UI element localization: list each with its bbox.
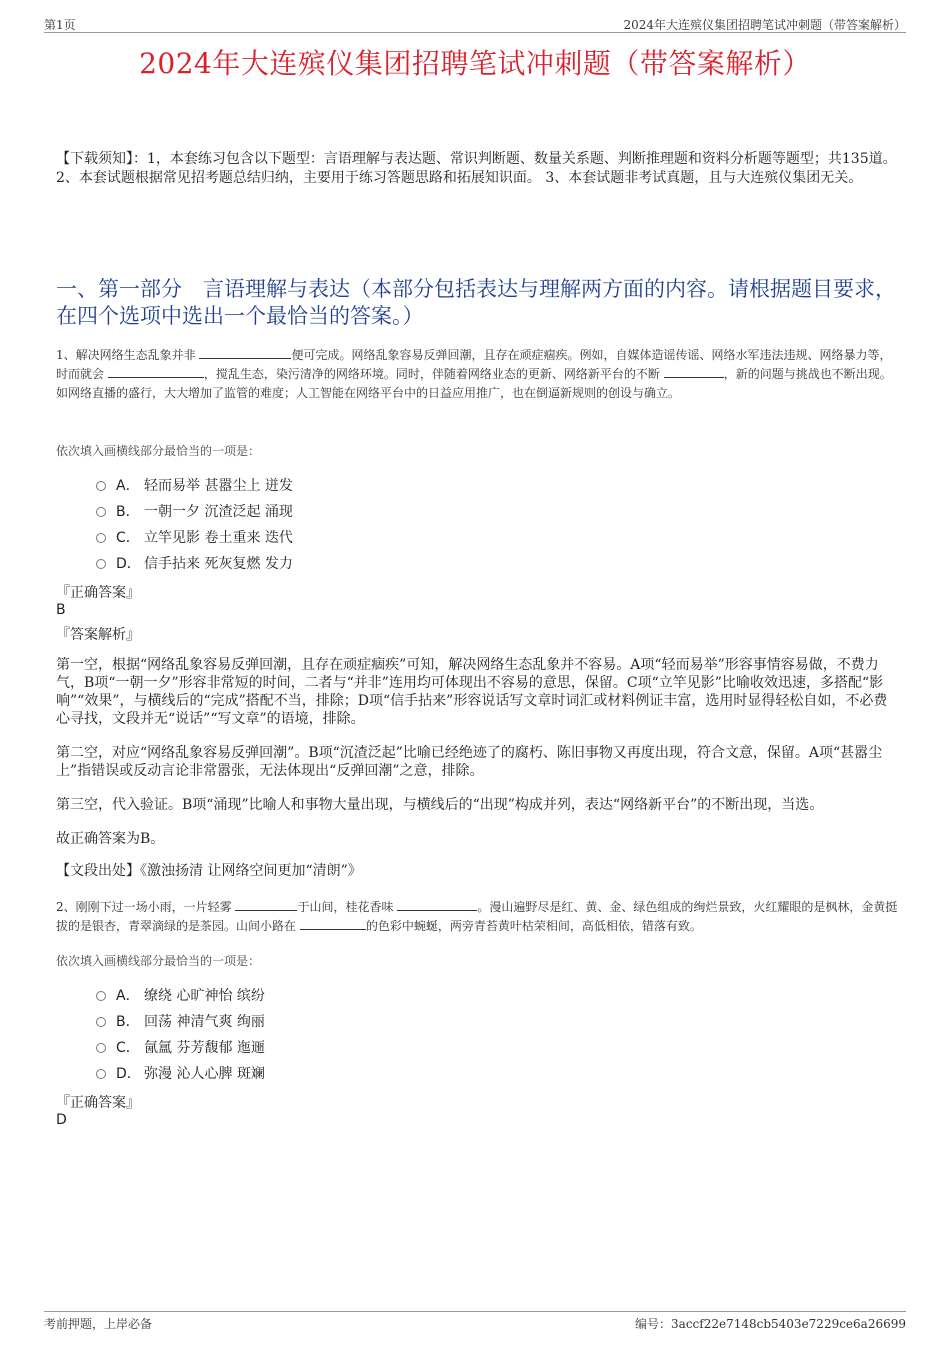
question-1-hint: 依次填入画横线部分最恰当的一项是： [56,444,261,458]
blank-3 [664,365,724,378]
page-header [44,14,906,33]
radio-icon[interactable] [96,533,106,543]
q2-answer-tag: 『正确答案』 [56,1095,140,1111]
q1-option-c[interactable]: C． 立竿见影 卷土重来 迭代 [96,528,293,548]
q2-option-c[interactable]: C． 氤氲 芬芳馥郁 迤逦 [96,1038,265,1058]
page-number: 第1页 [44,18,76,32]
q1-analysis-p1: 第一空，根据“网络乱象容易反弹回潮，且存在顽症痼疾”可知，解决网络生态乱象并不容易。A项“轻而易举”形容事情容易做，不费力气，B项“一朝一夕”形容非常短的时间，二者与“并非”连用均可体现出不容易的意思，保留。C项“立竿见影”比喻收效迅速，多搭配“影响”“效果”，与横线后的“完成”搭配不当，排除；D项“信手拈来”形容说话写文章时词汇或材料例证丰富，选用时显得轻松自如，不必费心寻找，文段并无“说话”“写文章”的语境，排除。 [56,657,888,727]
question-2-text: 2、刚刚下过一场小雨，一片轻雾 于山间，桂花香味 。漫山遍野尽是红、黄、金、绿色组成的绚烂景致，火红耀眼的是枫林，金黄挺拔的是银杏，青翠滴绿的是茶园。山间小路在 的色彩中蜿蜒，两旁青苔黄叶枯荣相间，高低相依，错落有致。 [56,900,898,933]
radio-icon[interactable] [96,481,106,491]
download-notice: 【下载须知】：1，本套练习包含以下题型：言语理解与表达题、常识判断题、数量关系题、判断推理题和资料分析题等题型；共135道。 2、本套试题根据常见招考题总结归纳，主要用于练习答题思路和拓展知识面。 3、本套试题非考试真题，且与大连殡仪集团无关。 [56,151,897,186]
q2-option-a[interactable]: A． 缭绕 心旷神怡 缤纷 [96,986,265,1006]
q2-option-d[interactable]: D． 弥漫 沁人心脾 斑斓 [96,1064,265,1084]
blank-1 [235,898,297,911]
header-doc-title: 2024年大连殡仪集团招聘笔试冲刺题（带答案解析） [623,18,906,32]
radio-icon[interactable] [96,1069,106,1079]
radio-icon[interactable] [96,991,106,1001]
q1-analysis-tag: 『答案解析』 [56,627,140,643]
blank-2 [397,898,477,911]
question-2-hint: 依次填入画横线部分最恰当的一项是： [56,954,261,968]
q1-option-d[interactable]: D． 信手拈来 死灰复燃 发力 [96,554,293,574]
footer-serial: 编号：3accf22e7148cb5403e7229ce6a26699 [635,1317,906,1331]
q2-option-b[interactable]: B． 回荡 神清气爽 绚丽 [96,1012,265,1032]
page-title: 2024年大连殡仪集团招聘笔试冲刺题（带答案解析） [139,47,811,80]
blank-2 [108,365,204,378]
blank-1 [199,346,291,359]
q1-option-a[interactable]: A． 轻而易举 甚嚣尘上 迸发 [96,476,293,496]
radio-icon[interactable] [96,1017,106,1027]
question-1-text: 1、解决网络生态乱象并非 便可完成。网络乱象容易反弹回潮，且存在顽症痼疾。例如，自媒体造谣传谣、网络水军违法违规、网络暴力等，时而就会 ，搅乱生态，染污清净的网络环境。同时，伴随着网络业态的更新、网络新平台的不断 ，新的问题与挑战也不断出现。如网络直播的盛行，大大增加了监管的难度；人工智能在网络平台中的日益应用推广，也在倒逼新规则的创设与确立。 [56,348,892,400]
radio-icon[interactable] [96,1043,106,1053]
q1-analysis-p2: 第二空，对应“网络乱象容易反弹回潮”。B项“沉渣泛起”比喻已经绝迹了的腐朽、陈旧事物又再度出现，符合文意，保留。A项“甚嚣尘上”指错误或反动言论非常嚣张，无法体现出“反弹回潮”之意，排除。 [56,745,883,779]
q1-source: 【文段出处】《激浊扬清 让网络空间更加“清朗”》 [56,863,362,879]
q1-answer: B [56,602,66,618]
q2-answer: D [56,1112,67,1128]
blank-3 [300,917,366,930]
q1-analysis-p3: 第三空，代入验证。B项“涌现”比喻人和事物大量出现，与横线后的“出现”构成并列，表达“网络新平台”的不断出现，当选。 [56,797,824,813]
radio-icon[interactable] [96,507,106,517]
page-footer [44,1311,906,1332]
section-heading: 一、第一部分 言语理解与表达（本部分包括表达与理解两方面的内容。请根据题目要求，在四个选项中选出一个最恰当的答案。） [56,277,896,328]
q1-analysis-p4: 故正确答案为B。 [56,831,165,847]
q1-option-b[interactable]: B． 一朝一夕 沉渣泛起 涌现 [96,502,293,522]
radio-icon[interactable] [96,559,106,569]
footer-slogan: 考前押题，上岸必备 [44,1317,153,1331]
q1-answer-tag: 『正确答案』 [56,585,140,601]
